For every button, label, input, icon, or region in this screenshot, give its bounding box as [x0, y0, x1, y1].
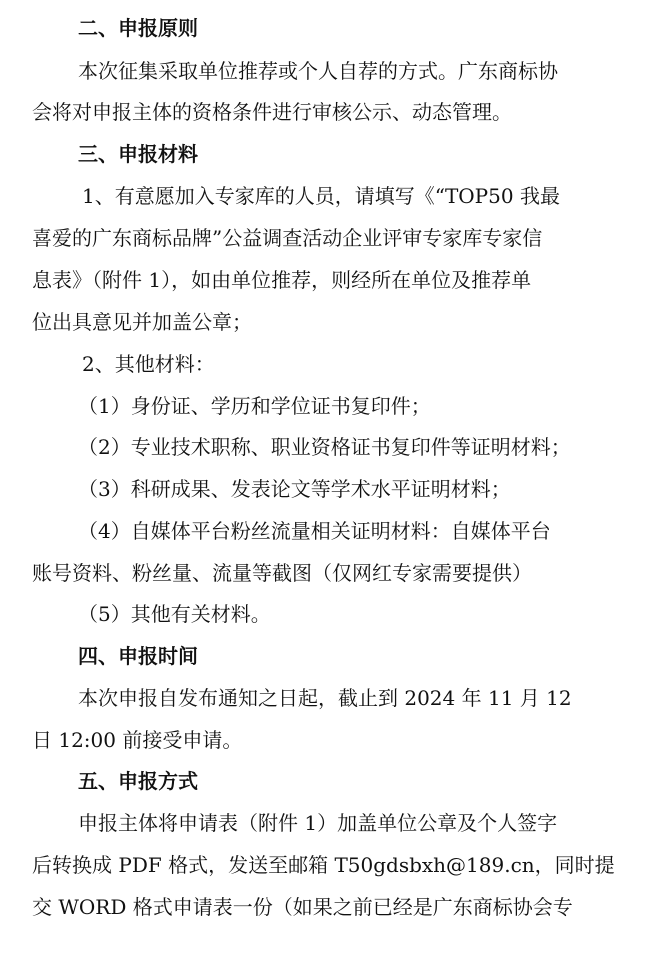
- sub-item-line: （3）科研成果、发表论文等学术水平证明材料；: [78, 477, 511, 501]
- list-item-line: 息表》（附件 1），如由单位推荐，则经所在单位及推荐单: [32, 268, 532, 292]
- paragraph-line: 本次征集采取单位推荐或个人自荐的方式。广东商标协: [78, 59, 558, 83]
- list-item-line: 2、其他材料：: [82, 352, 215, 376]
- paragraph-line: 申报主体将申请表（附件 1）加盖单位公章及个人签字: [78, 811, 558, 835]
- sub-item-line: 账号资料、粉丝量、流量等截图（仅网红专家需要提供）: [32, 561, 532, 585]
- sub-item-line: （2）专业技术职称、职业资格证书复印件等证明材料；: [78, 435, 571, 459]
- paragraph-line: 交 WORD 格式申请表一份（如果之前已经是广东商标协会专: [32, 895, 573, 919]
- section-heading-time: 四、申报时间: [78, 644, 198, 668]
- list-item-line: 位出具意见并加盖公章；: [32, 310, 252, 334]
- sub-item-line: （1）身份证、学历和学位证书复印件；: [78, 394, 431, 418]
- section-heading-principles: 二、申报原则: [78, 16, 198, 40]
- paragraph-line: 本次申报自发布通知之日起，截止到 2024 年 11 月 12: [78, 686, 572, 710]
- paragraph-line: 后转换成 PDF 格式，发送至邮箱 T50gdsbxh@189.cn，同时提: [32, 853, 615, 877]
- list-item-line: 喜爱的广东商标品牌”公益调查活动企业评审专家库专家信: [32, 226, 543, 250]
- list-item-line: 1、有意愿加入专家库的人员，请填写《“TOP50 我最: [82, 184, 560, 208]
- paragraph-line: 日 12:00 前接受申请。: [32, 728, 243, 752]
- section-heading-method: 五、申报方式: [78, 769, 198, 793]
- sub-item-line: （5）其他有关材料。: [78, 602, 271, 626]
- sub-item-line: （4）自媒体平台粉丝流量相关证明材料：自媒体平台: [78, 519, 551, 543]
- paragraph-line: 会将对申报主体的资格条件进行审核公示、动态管理。: [32, 100, 512, 124]
- section-heading-materials: 三、申报材料: [78, 142, 198, 166]
